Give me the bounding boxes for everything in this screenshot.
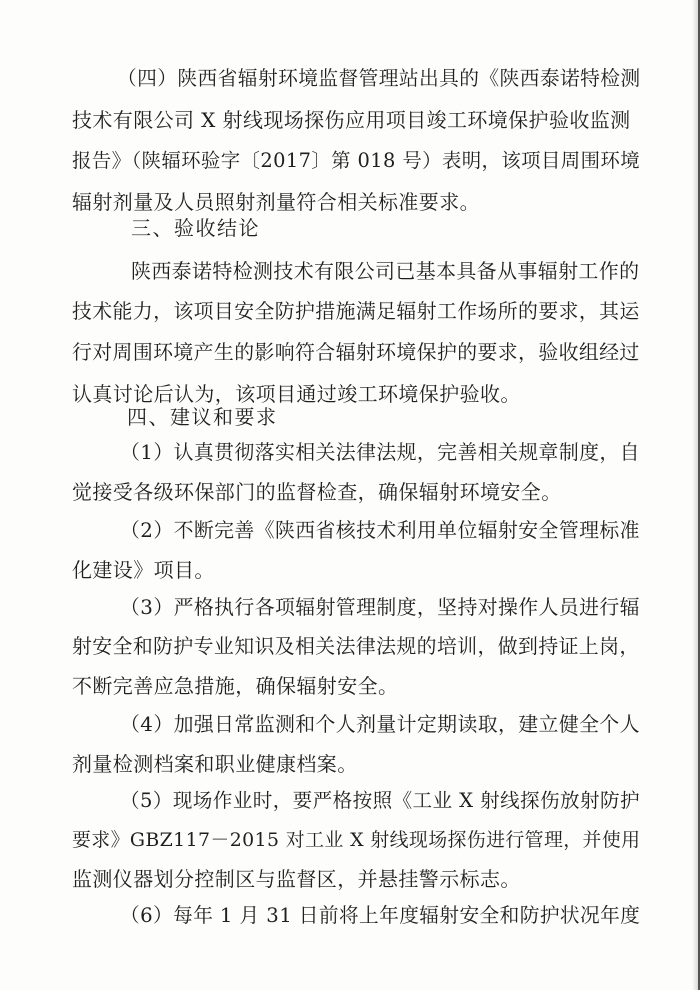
text-line: 要求》GBZ117－2015 对工业 X 射线现场探伤进行管理，并使用	[72, 829, 641, 851]
text-line: 技术能力，该项目安全防护措施满足辐射工作场所的要求，其运	[72, 300, 640, 323]
section-heading: 三、验收结论	[131, 216, 260, 240]
text-line: 觉接受各级环保部门的监督检查，确保辐射环境安全。	[72, 480, 562, 504]
text-line: （6）每年 1 月 31 日前将上年度辐射安全和防护状况年度	[120, 904, 641, 927]
text-line: 陕西泰诺特检测技术有限公司已基本具备从事辐射工作的	[131, 259, 640, 283]
text-line: （4）加强日常监测和个人剂量计定期读取，建立健全个人	[120, 713, 640, 736]
text-line: 剂量检测档案和职业健康档案。	[72, 752, 358, 776]
text-line: 辐射剂量及人员照射剂量符合相关标准要求。	[72, 190, 480, 214]
text-line: 不断完善应急措施，确保辐射安全。	[72, 674, 399, 698]
text-line: 行对周围环境产生的影响符合辐射环境保护的要求，验收组经过	[72, 341, 640, 364]
text-line: 射安全和防护专业知识及相关法律法规的培训，做到持证上岗，	[72, 635, 640, 658]
text-line: （2）不断完善《陕西省核技术利用单位辐射安全管理标准	[120, 519, 640, 542]
text-line: 报告》（陕辐环验字〔2017〕第 018 号）表明，该项目周围环境	[72, 149, 641, 172]
text-line: 技术有限公司 X 射线现场探伤应用项目竣工环境保护验收监测	[72, 108, 631, 132]
text-line: （3）严格执行各项辐射管理制度，坚持对操作人员进行辐	[120, 596, 640, 619]
text-line: （1）认真贯彻落实相关法律法规，完善相关规章制度，自	[120, 441, 640, 464]
text-line: 化建设》项目。	[72, 558, 215, 582]
text-line: （四）陕西省辐射环境监督管理站出具的《陕西泰诺特检测	[117, 67, 641, 90]
text-line: （5）现场作业时，要严格按照《工业 X 射线探伤放射防护	[120, 789, 640, 812]
text-line: 监测仪器划分控制区与监督区，并悬挂警示标志。	[72, 867, 521, 891]
text-line: 认真讨论后认为，该项目通过竣工环境保护验收。	[72, 382, 521, 406]
section-heading: 四、建议和要求	[127, 405, 278, 429]
